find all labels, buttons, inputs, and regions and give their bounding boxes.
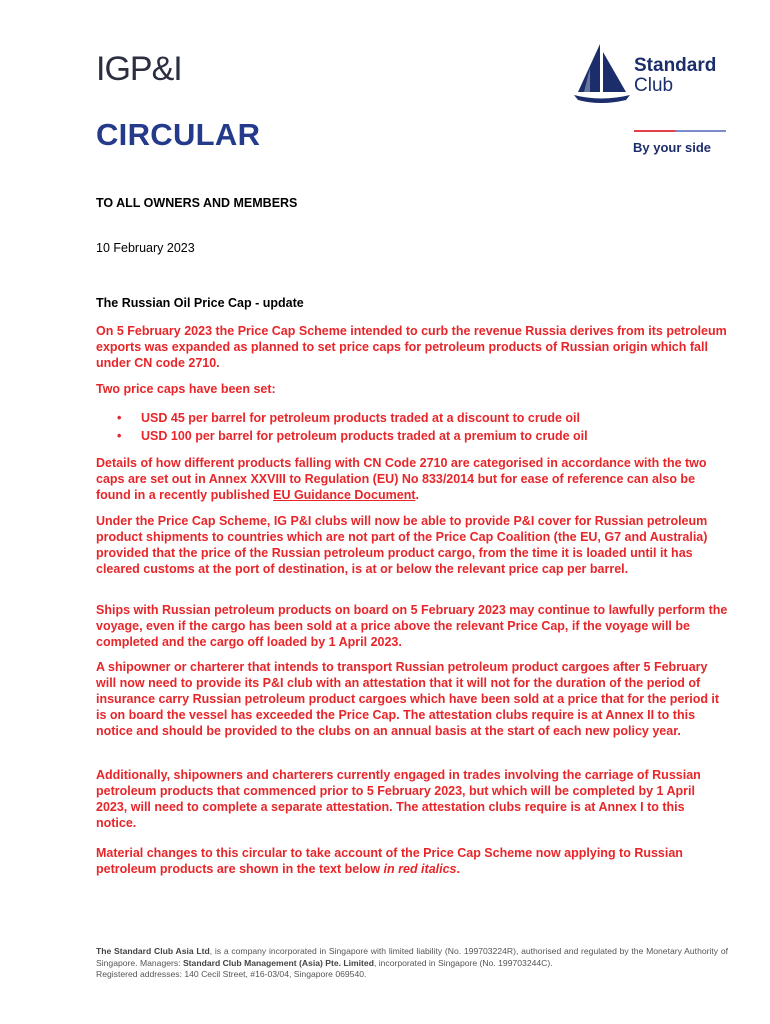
list-item: • USD 45 per barrel for petroleum products traded at a discount to crude oil: [117, 411, 580, 425]
eu-guidance-document-link[interactable]: EU Guidance Document: [273, 488, 416, 502]
paragraph-8: Material changes to this circular to take account of the Price Cap Scheme now applying to Russian petroleum products are shown in the text below in red italics.: [96, 846, 683, 876]
subject-line: The Russian Oil Price Cap - update: [96, 296, 304, 310]
brand-line-1: Standard: [634, 55, 717, 76]
accent-divider: [634, 130, 726, 132]
document-type-heading: CIRCULAR: [96, 117, 261, 152]
ig-pandi-logo: IGP&I: [96, 50, 182, 88]
paragraph-3: Details of how different products falling with CN Code 2710 are categorised in accordance with the two caps are set out in Annex XXVIII to Regulation (EU) No 833/2014 but for ease of reference can also be found in a recently published EU Guidance Document.: [96, 456, 707, 502]
sailing-ship-logo-icon: [570, 40, 632, 106]
price-cap-list: [96, 409, 728, 445]
paragraph-7: Additionally, shipowners and charterers currently engaged in trades involving the carriage of Russian petroleum products that commenced prior to 5 February 2023, but which will be completed by 1 April 2023, will need to complete a separate attestation. The attestation clubs require is at Annex I to this notice.: [96, 768, 701, 830]
footer-legal-text: The Standard Club Asia Ltd, is a company incorporated in Singapore with limited liability (No. 199703224R), authorised and regulated by the Monetary Authority of Singapore. Managers: Standard Club Management (Asia) Pte. Limited, incorporated in Singapore (No. 199703244C). Registered addresses: 140 Cecil Street, #16-03/04, Singapore 069540.: [96, 946, 728, 979]
paragraph-6: A shipowner or charterer that intends to transport Russian petroleum product cargoes after 5 February will now need to provide its P&I club with an attestation that it will not for the duration of the period of insurance carry Russian petroleum product cargoes which have been sold at a price that for the period it is on board the vessel has exceeded the Price Cap. The attestation clubs require is at Annex II to this notice and should be provided to the clubs on an annual basis at the start of each new policy year.: [96, 660, 720, 738]
paragraph-1: On 5 February 2023 the Price Cap Scheme intended to curb the revenue Russia derives from its petroleum exports was expanded as planned to set price caps for petroleum products of Russian origin which fall under CN code 2710.: [96, 324, 727, 370]
paragraph-5: Ships with Russian petroleum products on board on 5 February 2023 may continue to lawfully perform the voyage, even if the cargo has been sold at a price above the relevant Price Cap, if the voyage will be completed and the cargo off loaded by 1 April 2023.: [96, 603, 728, 649]
document-date: 10 February 2023: [96, 241, 195, 255]
addressee: TO ALL OWNERS AND MEMBERS: [96, 196, 298, 210]
paragraph-2: Two price caps have been set:: [96, 382, 276, 396]
list-item: • USD 100 per barrel for petroleum products traded at a premium to crude oil: [117, 429, 588, 443]
paragraph-4: Under the Price Cap Scheme, IG P&I clubs will now be able to provide P&I cover for Russian petroleum product shipments to countries which are not part of the Price Cap Coalition (the EU, G7 and Australia) provided that the price of the Russian petroleum product cargo, from the time it is loaded until it has cleared customs at the port of destination, is at or below the relevant price cap per barrel.: [96, 514, 708, 576]
tagline: By your side: [633, 140, 712, 155]
bullet-icon: •: [117, 429, 122, 443]
bullet-icon: •: [117, 411, 122, 425]
standard-club-logo-text: [634, 56, 716, 96]
brand-line-2: Club: [634, 75, 674, 96]
